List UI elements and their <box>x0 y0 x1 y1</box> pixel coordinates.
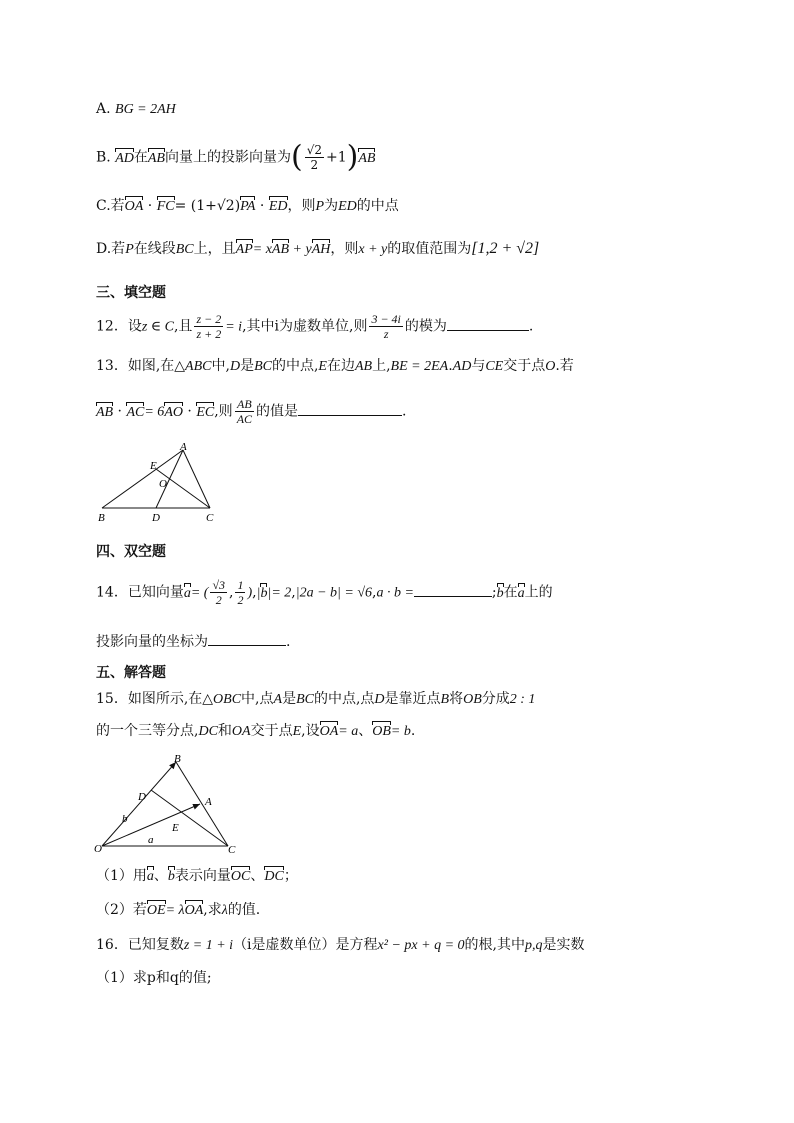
math: = b <box>390 724 411 739</box>
math: DC <box>198 724 218 739</box>
fraction-denominator: AC <box>236 412 253 426</box>
math: = a <box>338 724 359 739</box>
vector-a: a <box>147 867 154 887</box>
math: CE <box>485 359 504 374</box>
vector-ab: AB <box>148 149 165 169</box>
text: , <box>291 584 296 601</box>
vector-pa: PA <box>240 197 255 217</box>
text: 的中点, <box>271 358 319 374</box>
text: +1 <box>325 149 347 166</box>
text: 将 <box>449 691 464 707</box>
math: |2a − b| = √6 <box>295 585 373 601</box>
paren-right: ) <box>346 139 359 175</box>
math: 2 : 1 <box>509 692 536 707</box>
option-a-math: BG = 2AH <box>115 102 176 117</box>
text: 、 <box>250 868 265 884</box>
text: 在边 <box>326 358 355 374</box>
option-d <box>96 239 539 260</box>
option-b <box>96 139 376 175</box>
option-a <box>96 99 176 120</box>
text: 的值. <box>227 902 261 918</box>
segment-dc <box>151 790 228 846</box>
option-c <box>96 196 399 217</box>
text: 、 <box>153 868 168 884</box>
question-number: 12．设 <box>96 318 142 335</box>
fraction-numerator: AB <box>235 397 254 412</box>
text: ,其中i为虚数单位,则 <box>242 318 368 335</box>
text: 投影向量的坐标为 <box>96 634 208 650</box>
math: ) <box>247 585 253 601</box>
dot: · <box>255 198 269 214</box>
answer-blank[interactable] <box>298 401 402 416</box>
vector-a: a <box>518 584 525 604</box>
math: OB <box>463 692 482 707</box>
fraction-numerator: 3 − 4i <box>371 312 401 326</box>
vector-fc: FC <box>157 197 175 217</box>
text: 的根,其中 <box>464 937 525 953</box>
question-12 <box>96 312 533 341</box>
answer-blank[interactable] <box>447 316 529 331</box>
text: . <box>402 403 407 420</box>
text: 的取值范围为 <box>387 241 472 257</box>
fraction-denominator: 2 <box>310 158 319 172</box>
text: （i是虚数单位）是方程 <box>233 937 378 953</box>
text: 为 <box>324 198 339 214</box>
point-p: P <box>315 199 325 214</box>
text: 与 <box>471 358 486 374</box>
text: . <box>410 723 416 739</box>
label-a: A <box>205 796 212 808</box>
fraction-denominator: 2 <box>237 593 244 607</box>
math: x² − px + q = 0 <box>377 938 465 953</box>
text: 交于点 <box>503 358 546 374</box>
text: 交于点 <box>250 723 293 739</box>
text: ,求 <box>203 902 222 918</box>
question-number: 13．如图,在 <box>96 358 175 374</box>
math: p,q <box>524 938 543 953</box>
math: B <box>440 692 450 707</box>
vector-ab: AB <box>272 240 289 260</box>
question-16 <box>96 935 584 956</box>
math: E <box>292 724 302 739</box>
vector-ob-arrow <box>102 762 176 846</box>
label-b: B <box>174 753 181 765</box>
label-c: C <box>206 512 214 524</box>
text: 的中点,点 <box>313 691 375 707</box>
math: = ( <box>190 585 209 601</box>
text: = x <box>252 242 272 257</box>
label-e: E <box>172 822 179 834</box>
text: .若 <box>555 358 574 374</box>
abs-b: |b| <box>257 586 272 601</box>
vector-oc: OC <box>231 867 250 887</box>
segment-bc <box>176 762 228 846</box>
text: 分成 <box>481 691 510 707</box>
fraction <box>194 312 223 341</box>
dot: · <box>113 403 127 420</box>
text: 在 <box>133 149 148 166</box>
text: 在线段 <box>133 241 176 257</box>
text: . <box>286 634 291 650</box>
text: 是 <box>282 691 297 707</box>
vector-a: a <box>184 584 191 604</box>
math: D <box>229 359 241 374</box>
vector-oa: OA <box>185 901 204 921</box>
triangle-figure-q13 <box>96 442 226 526</box>
vector-oa: OA <box>320 722 339 742</box>
vector-oa: OA <box>125 197 144 217</box>
option-label: B. <box>96 149 116 166</box>
math: a · b = <box>376 585 414 601</box>
text: 上，且 <box>193 241 236 257</box>
fraction-denominator: z + 2 <box>196 327 222 341</box>
question-14-line-2 <box>96 631 290 652</box>
vector-oe: OE <box>147 901 166 921</box>
vector-ac: AC <box>126 403 144 423</box>
fraction-denominator: z <box>383 327 389 341</box>
math: BE = 2EA <box>390 359 449 374</box>
text: , <box>252 584 257 601</box>
label-o: O <box>159 478 167 490</box>
text: 是靠近点 <box>384 691 441 707</box>
option-label: D.若 <box>96 241 126 257</box>
question-13-line-2 <box>96 397 406 426</box>
vector-ab: AB <box>358 149 375 169</box>
text: , <box>229 584 234 601</box>
section-title-double-blank: 四、双空题 <box>96 544 166 560</box>
question-15 <box>96 689 535 710</box>
math: AB <box>354 359 373 374</box>
dot: · <box>182 403 197 420</box>
text: . <box>448 358 453 374</box>
math: z = 1 + i <box>183 938 234 953</box>
fraction-denominator: 2 <box>215 593 222 607</box>
text: . <box>528 318 534 335</box>
fraction <box>210 578 227 607</box>
math: = 6 <box>144 404 165 420</box>
text: 中,点 <box>241 691 274 707</box>
text: ; <box>491 584 497 601</box>
fraction <box>235 578 245 607</box>
label-o: O <box>94 843 102 855</box>
math: λ <box>221 903 228 918</box>
math: BC <box>254 359 272 374</box>
vector-ap: AP <box>236 240 253 260</box>
segment-ba <box>102 450 183 508</box>
math: = λ <box>165 903 185 918</box>
text: 的中点 <box>356 198 399 214</box>
vector-dc: DC <box>264 867 283 887</box>
question-13 <box>96 356 574 377</box>
question-15-line-2 <box>96 721 415 742</box>
text: 向量上的投影向量为 <box>164 149 291 166</box>
label-vector-a: a <box>148 834 154 846</box>
fraction-numerator: 1 <box>237 578 244 592</box>
math: OA <box>231 724 251 739</box>
segment-ac <box>183 450 210 508</box>
question-number: 14．已知向量 <box>96 584 184 601</box>
label-b: B <box>98 512 105 524</box>
vector-ec: EC <box>196 403 214 423</box>
text: 上, <box>372 358 391 374</box>
math: △ABC <box>174 359 212 374</box>
fraction-numerator: √3 <box>212 578 226 592</box>
math: A <box>273 692 283 707</box>
vector-ob: OB <box>372 722 391 742</box>
text: 、 <box>358 723 373 739</box>
text: ,且 <box>173 318 193 335</box>
segment-bc: BC <box>175 242 194 257</box>
text: 和 <box>217 723 232 739</box>
text: + y <box>289 242 312 257</box>
text: 表示向量 <box>174 868 231 884</box>
text: （2）若 <box>96 902 147 918</box>
dot: · <box>143 198 157 214</box>
question-14 <box>96 578 553 607</box>
text: ，则 <box>330 241 359 257</box>
text: ； <box>283 868 298 884</box>
math: z ∈ C <box>141 319 174 335</box>
math: AD <box>452 359 472 374</box>
vector-ab: AB <box>96 403 113 423</box>
text: 的值是 <box>256 403 299 420</box>
answer-blank-2[interactable] <box>208 631 286 646</box>
fraction-ab-over-ac <box>235 397 254 426</box>
text: 是 <box>240 358 255 374</box>
text: , <box>372 584 377 601</box>
label-c: C <box>228 844 236 856</box>
vector-ed: ED <box>269 197 288 217</box>
paren-left: ( <box>290 139 303 175</box>
math: = i <box>225 319 243 335</box>
fraction-sqrt2-over-2 <box>305 143 324 172</box>
text: 的一个三等分点, <box>96 723 199 739</box>
question-15-part-1 <box>96 866 298 887</box>
vector-ah: AH <box>312 240 331 260</box>
label-vector-b: b <box>122 813 128 825</box>
text: = (1+√2) <box>174 198 241 214</box>
math: BC <box>296 692 314 707</box>
section-title-fill-in: 三、填空题 <box>96 285 166 301</box>
segment-ed: ED <box>338 199 357 214</box>
label-d: D <box>152 512 160 524</box>
label-e: E <box>150 460 157 472</box>
question-16-part-1: （1）求p和q的值; <box>96 970 212 986</box>
text: 在 <box>503 584 518 601</box>
question-number: 16．已知复数 <box>96 937 184 953</box>
label-d: D <box>138 791 146 803</box>
text: 是实数 <box>542 937 585 953</box>
math: △OBC <box>202 692 242 707</box>
label-a: A <box>180 442 187 453</box>
text: ，则 <box>287 198 316 214</box>
math: O <box>545 359 556 374</box>
expr-x-plus-y: x + y <box>358 242 388 257</box>
range-interval: [1,2 + √2] <box>471 240 540 257</box>
fraction-numerator: √2 <box>306 143 322 157</box>
vector-b: b <box>168 867 175 887</box>
question-number: 15．如图所示,在 <box>96 691 203 707</box>
text: ,则 <box>214 403 233 420</box>
text: ,设 <box>301 723 320 739</box>
vector-ad: AD <box>115 149 134 169</box>
fraction-numerator: z − 2 <box>196 312 222 326</box>
option-label: A. <box>96 101 116 117</box>
math: D <box>374 692 385 707</box>
vector-ao: AO <box>164 403 183 423</box>
text: （1）用 <box>96 868 147 884</box>
section-title-solve: 五、解答题 <box>96 665 166 681</box>
point-p: P <box>125 242 134 257</box>
fraction <box>369 312 402 341</box>
math: E <box>318 359 327 374</box>
option-label: C.若 <box>96 198 125 214</box>
math: = 2 <box>271 585 292 601</box>
question-15-part-2 <box>96 900 260 921</box>
vector-b: b <box>497 584 504 604</box>
answer-blank-1[interactable] <box>414 582 492 597</box>
text: 中, <box>211 358 230 374</box>
text: 的模为 <box>404 318 447 335</box>
triangle-figure-q15 <box>94 752 244 858</box>
text: 上的 <box>524 584 553 601</box>
